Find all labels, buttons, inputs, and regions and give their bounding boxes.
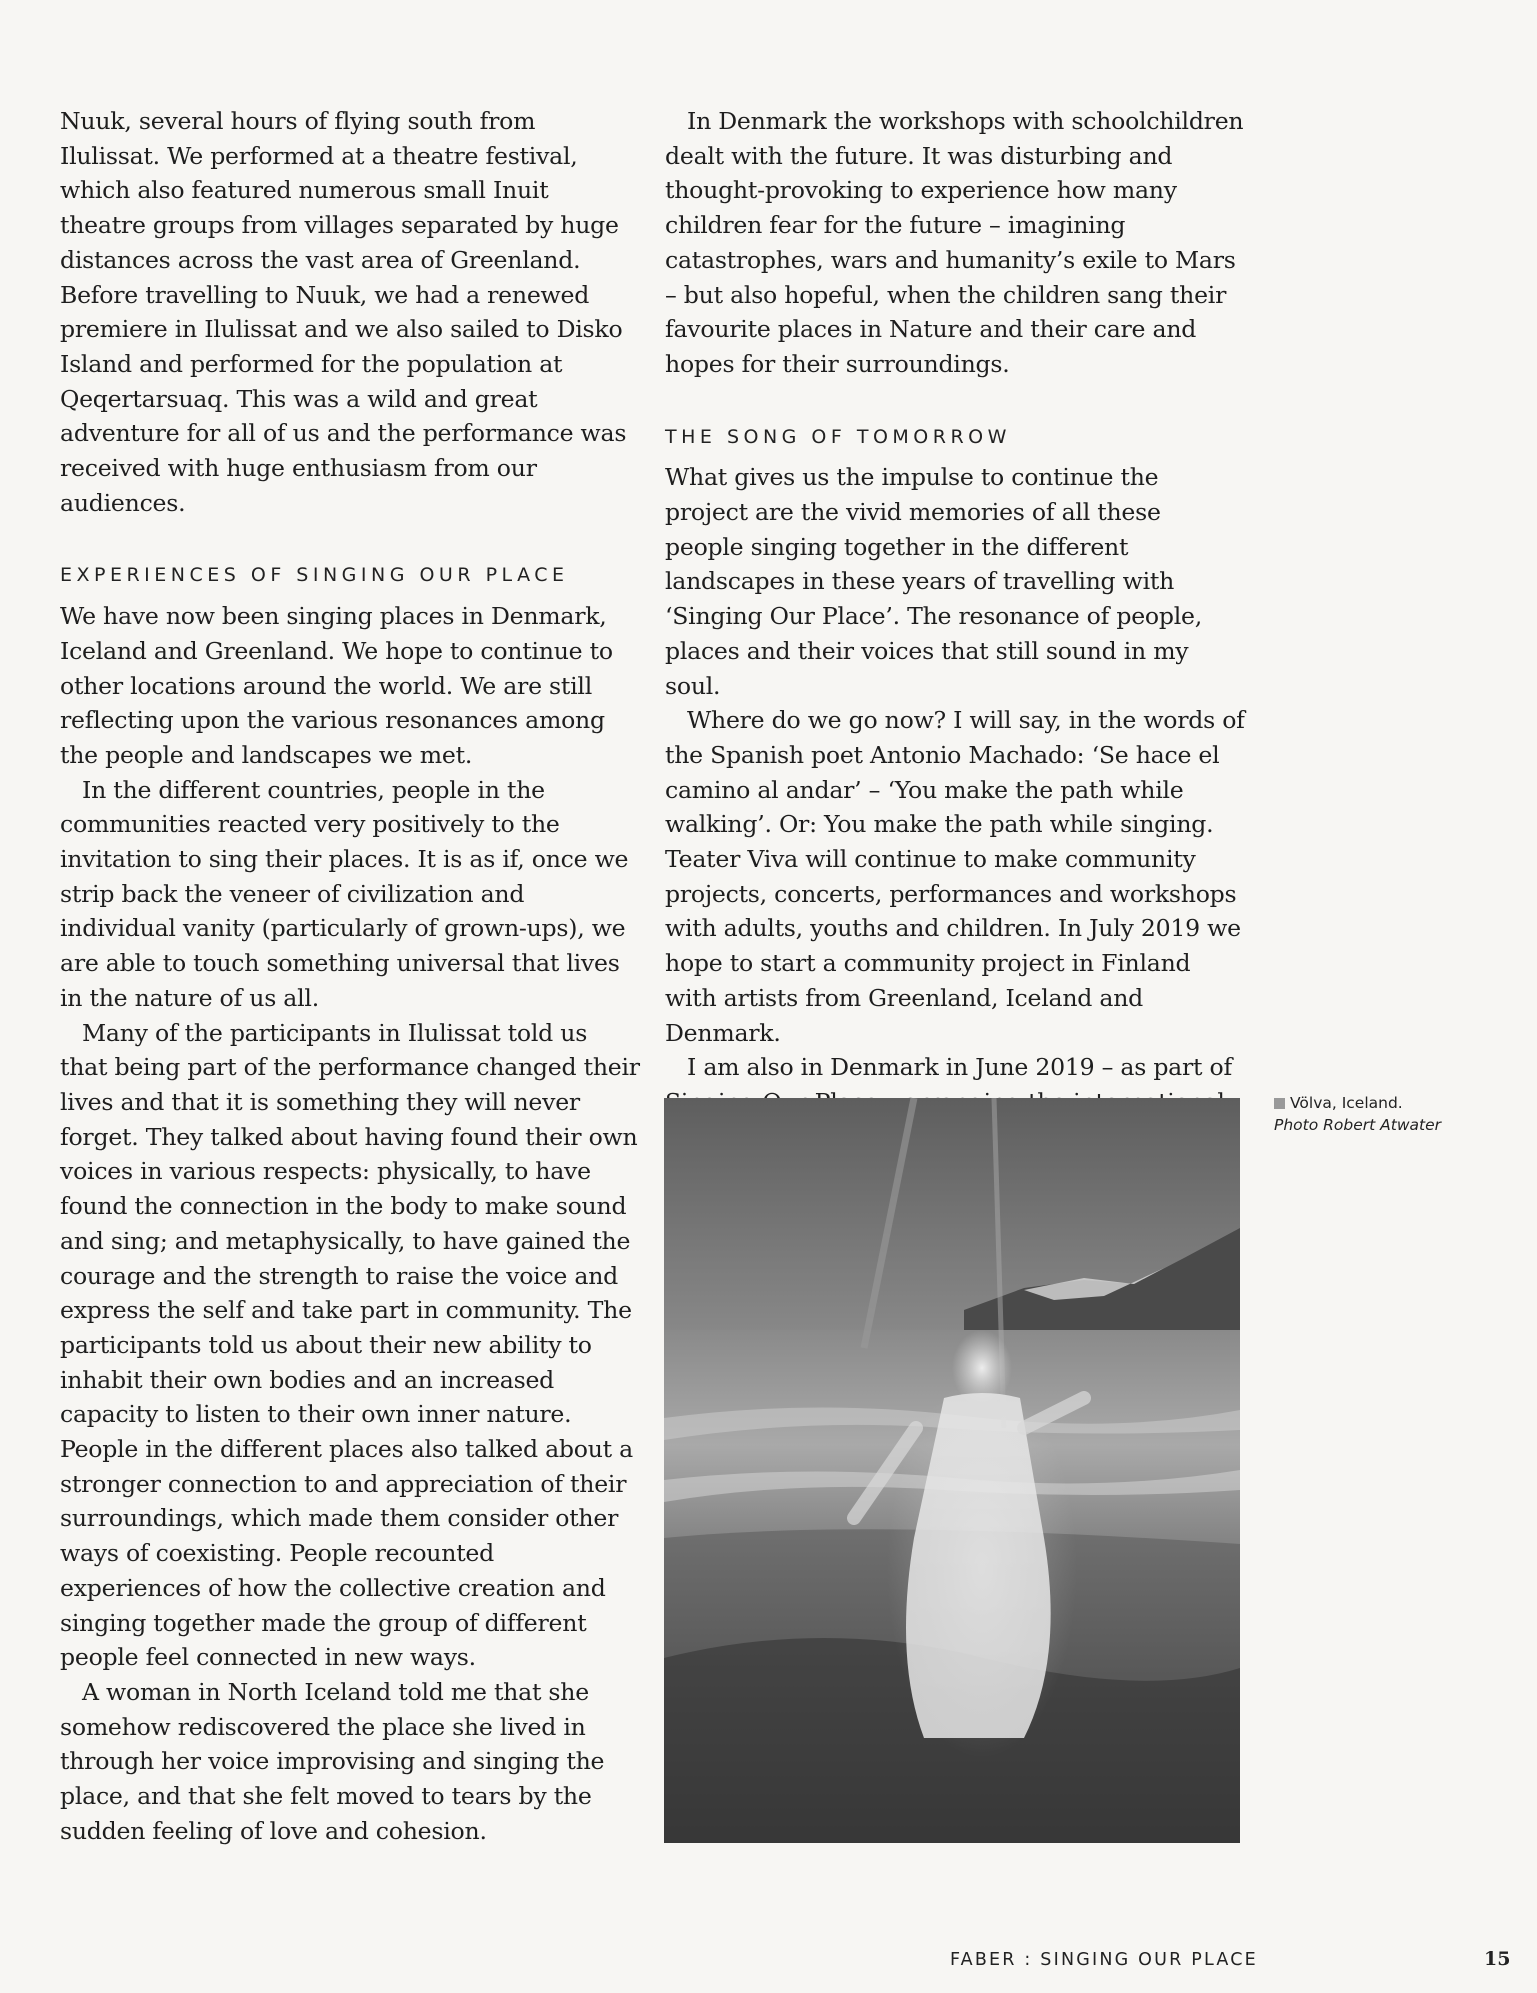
caption-title xyxy=(1274,1092,1441,1114)
photo-image xyxy=(664,1098,1240,1843)
caption-square-icon xyxy=(1274,1098,1285,1109)
right-paragraph-3: Where do we go now? I will say, in the words of the Spanish poet Antonio Machado: ‘Se hace el camino al andar’ – ‘You make the path while walking’. Or: You make the path while singing. Teater Viva will continue to make community projects, concerts, performances and workshops with adults, youths and children. In July 2019 we hope to start a community project in Finland with artists from Greenland, Iceland and Denmark. xyxy=(665,706,1245,1047)
running-footer: FABER : SINGING OUR PLACE xyxy=(950,1950,1258,1970)
caption-title-text: Völva, Iceland. xyxy=(1290,1094,1403,1112)
section-heading-experiences: EXPERIENCES OF SINGING OUR PLACE xyxy=(60,564,569,587)
left-paragraph-3: In the different countries, people in the communities reacted very positively to the invitation to sing their places. It is as if, once we strip back the veneer of civilization and individual vanity (particularly of grown-ups), we are able to touch something universal that lives in the nature of us all. xyxy=(60,775,629,1012)
photo-caption xyxy=(1274,1092,1441,1136)
right-column xyxy=(665,104,1245,1120)
left-paragraph-4: Many of the participants in Ilulissat told us that being part of the performance changed their lives and that it is something they will never forget. They talked about having found their own voices in various respects: physically, to have found the connection in the body to make sound and sing; and metaphysically, to have gained the courage and the strength to raise the voice and express the self and take part in community. The participants told us about their new ability to inhabit their own bodies and an increased capacity to listen to their own inner nature. People in the different places also talked about a stronger connection to and appreciation of their surroundings, which made them consider other ways of coexisting. People recounted experiences of how the collective creation and singing together made the group of different people feel connected in new ways. xyxy=(60,1018,640,1672)
left-paragraph-2: We have now been singing places in Denmark, Iceland and Greenland. We hope to continue to other locations around the world. We are still reflecting upon the various resonances among the people and landscapes we met. xyxy=(60,602,613,769)
right-paragraph-2: What gives us the impulse to continue the project are the vivid memories of all these people singing together in the different landscapes in these years of travelling with ‘Singing Our Place’. The resonance of people, places and their voices that still sound in my soul. xyxy=(665,463,1202,700)
photo-volva-iceland xyxy=(664,1098,1240,1843)
right-paragraph-4: I am also in Denmark in June 2019 – as part of xyxy=(687,1053,1232,1082)
page-number: 15 xyxy=(1484,1948,1511,1970)
right-paragraph-1: In Denmark the workshops with schoolchildren dealt with the future. It was disturbing and thought-provoking to experience how many children fear for the future – imagining catastrophes, wars and humanity’s exile to Mars – but also hopeful, when the children sang their favourite places in Nature and their care and hopes for their surroundings. xyxy=(665,107,1244,378)
left-paragraph-1: Nuuk, several hours of flying south from Ilulissat. We performed at a theatre festival, which also featured numerous small Inuit theatre groups from villages separated by huge distances across the vast area of Greenland. Before travelling to Nuuk, we had a renewed premiere in Ilulissat and we also sailed to Disko Island and performed for the population at Qeqertarsuaq. This was a wild and great adventure for all of us and the performance was received with huge enthusiasm from our audiences. xyxy=(60,107,627,517)
left-column xyxy=(60,104,640,1848)
caption-credit: Photo Robert Atwater xyxy=(1274,1116,1441,1134)
section-heading-song-of-tomorrow: THE SONG OF TOMORROW xyxy=(665,425,1011,448)
left-paragraph-5: A woman in North Iceland told me that she somehow rediscovered the place she lived in through her voice improvising and singing the place, and that she felt moved to tears by the sudden feeling of love and cohesion. xyxy=(60,1677,605,1845)
